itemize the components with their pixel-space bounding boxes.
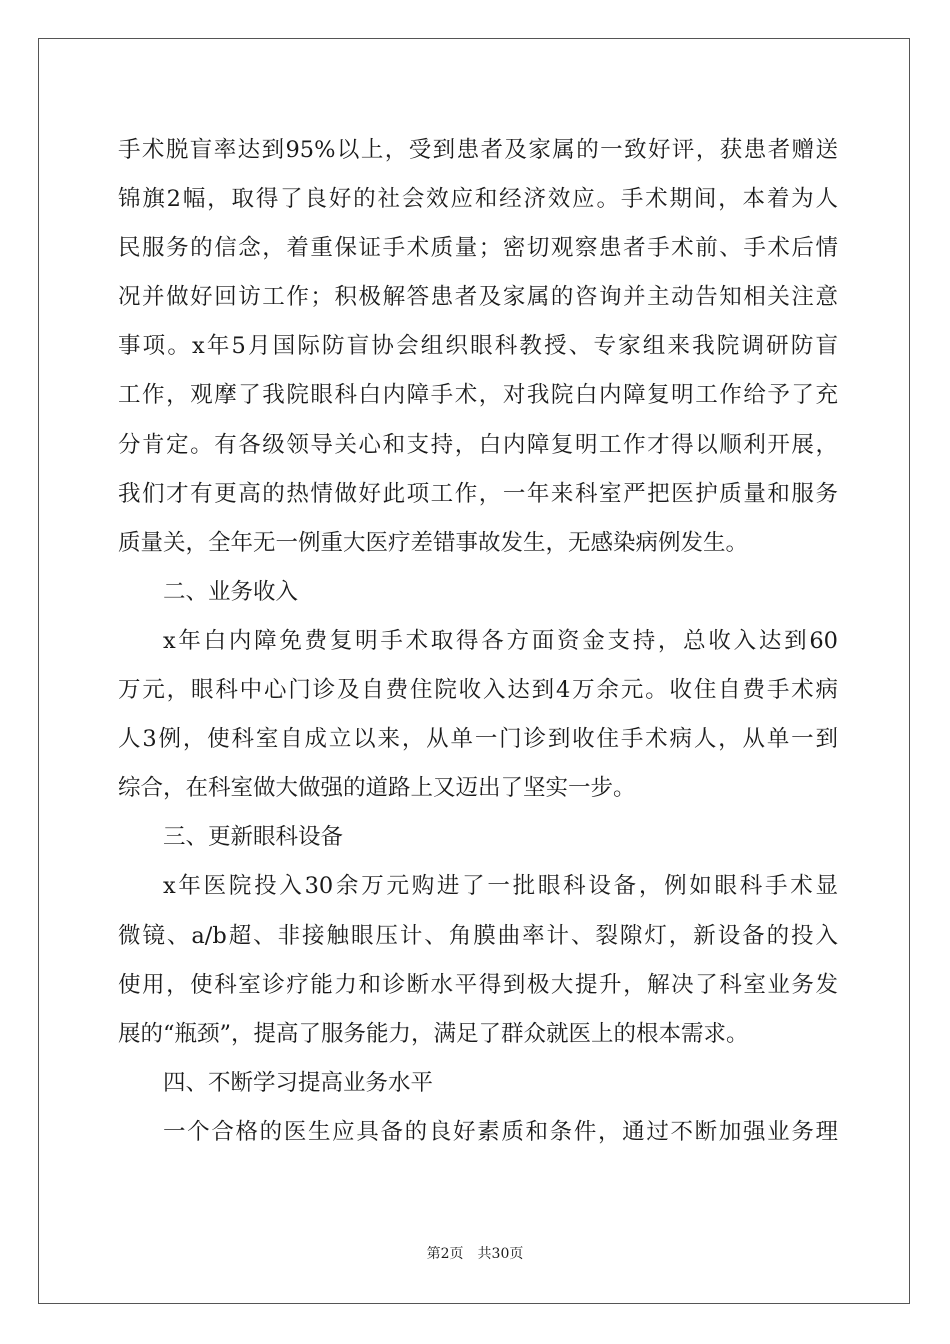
text-line: 一个合格的医生应具备的良好素质和条件，通过不断加强业务理 bbox=[163, 1118, 838, 1145]
text-line: 事项。x年5月国际防盲协会组织眼科教授、专家组来我院调研防盲 bbox=[118, 333, 838, 360]
text-line: 人3例，使科室自成立以来，从单一门诊到收住手术病人，从单一到 bbox=[118, 726, 838, 753]
text-line: 微镜、a/b超、非接触眼压计、角膜曲率计、裂隙灯，新设备的投入 bbox=[118, 922, 838, 949]
text-line: 我们才有更高的热情做好此项工作，一年来科室严把医护质量和服务 bbox=[118, 480, 838, 507]
section-heading: 二、业务收入 bbox=[163, 578, 299, 605]
text-line: 综合，在科室做大做强的道路上又迈出了坚实一步。 bbox=[118, 775, 636, 802]
text-line: 民服务的信念，着重保证手术质量；密切观察患者手术前、手术后情 bbox=[118, 235, 838, 262]
text-line: 展的“瓶颈”，提高了服务能力，满足了群众就医上的根本需求。 bbox=[118, 1020, 749, 1047]
text-line: 万元，眼科中心门诊及自费住院收入达到4万余元。收住自费手术病 bbox=[118, 677, 838, 704]
text-line: 锦旗2幅，取得了良好的社会效应和经济效应。手术期间，本着为人 bbox=[118, 186, 838, 213]
section-heading: 四、不断学习提高业务水平 bbox=[163, 1069, 434, 1096]
text-line: 分肯定。有各级领导关心和支持，白内障复明工作才得以顺利开展， bbox=[118, 431, 838, 458]
page-total: 共30页 bbox=[477, 1246, 524, 1262]
section-heading: 三、更新眼科设备 bbox=[163, 824, 344, 851]
text-line: 况并做好回访工作；积极解答患者及家属的咨询并主动告知相关注意 bbox=[118, 284, 838, 311]
text-line: x年医院投入30余万元购进了一批眼科设备，例如眼科手术显 bbox=[163, 873, 838, 900]
text-line: 工作，观摩了我院眼科白内障手术，对我院白内障复明工作给予了充 bbox=[118, 382, 838, 409]
text-line: 手术脱盲率达到95%以上，受到患者及家属的一致好评，获患者赠送 bbox=[118, 137, 838, 163]
text-line: x年白内障免费复明手术取得各方面资金支持，总收入达到60 bbox=[163, 627, 838, 654]
text-line: 质量关，全年无一例重大医疗差错事故发生，无感染病例发生。 bbox=[118, 529, 749, 556]
page-footer bbox=[0, 1244, 950, 1264]
text-line: 使用，使科室诊疗能力和诊断水平得到极大提升，解决了科室业务发 bbox=[118, 971, 838, 998]
document-body bbox=[118, 126, 838, 1157]
page-number: 第2页 bbox=[426, 1246, 464, 1262]
